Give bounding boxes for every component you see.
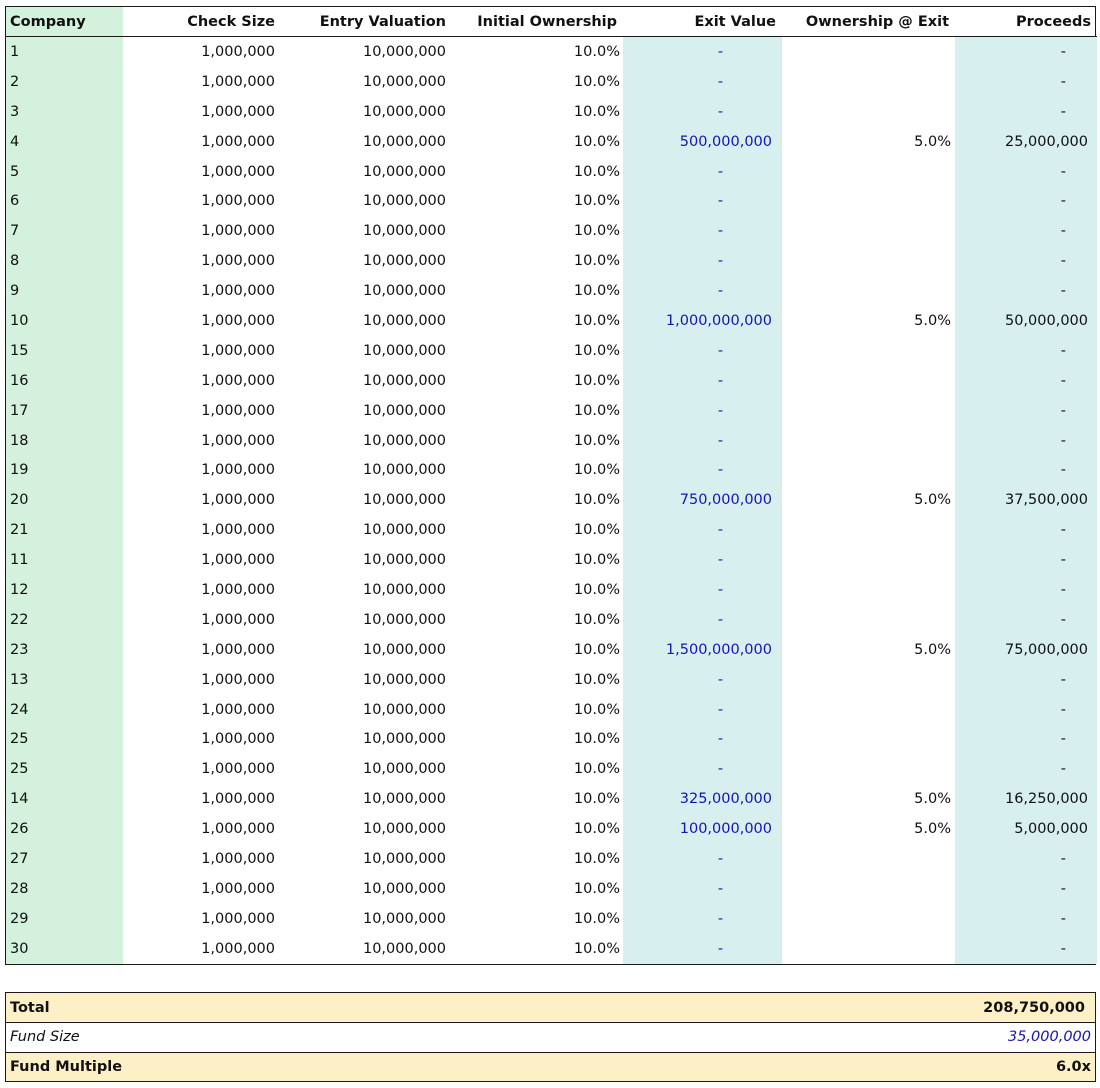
cell-ownership-at-exit[interactable] <box>782 934 955 964</box>
cell-company[interactable]: 26 <box>6 814 123 844</box>
header-exit-value[interactable]: Exit Value <box>623 7 782 37</box>
cell-company[interactable]: 30 <box>6 934 123 964</box>
cell-initial-ownership[interactable]: 10.0% <box>573 312 620 329</box>
table-row <box>6 754 1097 784</box>
cell-proceeds[interactable]: - <box>955 605 1097 635</box>
cell-initial-ownership[interactable]: 10.0% <box>573 611 620 628</box>
cell-initial-ownership[interactable]: 10.0% <box>573 193 620 210</box>
cell-company[interactable]: 7 <box>6 216 123 246</box>
cell-entry-valuation[interactable]: 10,000,000 <box>362 312 446 329</box>
cell-company[interactable]: 21 <box>6 515 123 545</box>
cell-check-size[interactable]: 1,000,000 <box>201 552 275 569</box>
cell-ownership-at-exit[interactable] <box>782 426 955 456</box>
cell-check-size[interactable]: 1,000,000 <box>201 283 275 300</box>
cell-check-size[interactable]: 1,000,000 <box>201 73 275 90</box>
fund-multiple-label[interactable]: Fund Multiple <box>10 1058 123 1075</box>
cell-check-size[interactable]: 1,000,000 <box>201 253 275 270</box>
cell-company[interactable]: 3 <box>6 97 123 127</box>
cell-exit-value[interactable]: 1,000,000,000 <box>623 306 782 336</box>
cell-ownership-at-exit[interactable]: 5.0% <box>914 791 951 808</box>
cell-exit-value[interactable]: - <box>623 37 782 67</box>
cell-ownership-at-exit[interactable] <box>782 366 955 396</box>
cell-proceeds[interactable]: - <box>955 904 1097 934</box>
cell-proceeds[interactable]: - <box>955 754 1097 784</box>
cell-company[interactable]: 6 <box>6 186 123 216</box>
fund-multiple-value[interactable]: 6.0x <box>1055 1058 1091 1075</box>
cell-company[interactable]: 5 <box>6 157 123 187</box>
cell-initial-ownership[interactable]: 10.0% <box>573 402 620 419</box>
cell-ownership-at-exit[interactable] <box>782 246 955 276</box>
cell-company[interactable]: 29 <box>6 904 123 934</box>
table-row <box>6 545 1097 575</box>
cell-exit-value[interactable]: - <box>623 904 782 934</box>
cell-proceeds[interactable]: - <box>955 575 1097 605</box>
table-row <box>6 336 1097 366</box>
cell-check-size[interactable]: 1,000,000 <box>201 910 275 927</box>
cell-entry-valuation[interactable]: 10,000,000 <box>362 133 446 150</box>
cell-check-size[interactable]: 1,000,000 <box>201 641 275 658</box>
cell-initial-ownership[interactable]: 10.0% <box>573 342 620 359</box>
cell-exit-value[interactable]: - <box>623 336 782 366</box>
cell-exit-value[interactable]: 1,500,000,000 <box>623 635 782 665</box>
cell-company[interactable]: 2 <box>6 67 123 97</box>
cell-exit-value[interactable]: - <box>623 665 782 695</box>
cell-proceeds[interactable]: - <box>955 455 1097 485</box>
cell-ownership-at-exit[interactable] <box>782 665 955 695</box>
total-label[interactable]: Total <box>10 999 50 1016</box>
cell-check-size[interactable]: 1,000,000 <box>201 312 275 329</box>
cell-ownership-at-exit[interactable] <box>782 97 955 127</box>
cell-check-size[interactable]: 1,000,000 <box>201 671 275 688</box>
header-check-size[interactable]: Check Size <box>123 7 281 37</box>
table-row <box>6 934 1097 964</box>
cell-exit-value[interactable]: - <box>623 515 782 545</box>
cell-ownership-at-exit[interactable] <box>782 186 955 216</box>
cell-entry-valuation[interactable]: 10,000,000 <box>362 73 446 90</box>
table-row <box>6 904 1097 934</box>
cell-ownership-at-exit[interactable] <box>782 455 955 485</box>
cell-entry-valuation[interactable]: 10,000,000 <box>362 103 446 120</box>
cell-proceeds[interactable]: - <box>955 545 1097 575</box>
cell-exit-value[interactable]: - <box>623 695 782 725</box>
summary-block <box>5 992 1096 1082</box>
cell-exit-value[interactable]: - <box>623 97 782 127</box>
cell-check-size[interactable]: 1,000,000 <box>201 163 275 180</box>
cell-exit-value[interactable]: - <box>623 754 782 784</box>
table-row <box>6 426 1097 456</box>
cell-entry-valuation[interactable]: 10,000,000 <box>362 342 446 359</box>
cell-proceeds[interactable]: - <box>955 396 1097 426</box>
header-ownership-at-exit[interactable]: Ownership @ Exit <box>782 7 955 37</box>
cell-company[interactable]: 27 <box>6 844 123 874</box>
cell-proceeds[interactable]: - <box>955 67 1097 97</box>
table-row <box>6 276 1097 306</box>
cell-entry-valuation[interactable]: 10,000,000 <box>362 761 446 778</box>
table-row <box>6 844 1097 874</box>
cell-ownership-at-exit[interactable] <box>782 695 955 725</box>
cell-company[interactable]: 14 <box>6 784 123 814</box>
cell-exit-value[interactable]: - <box>623 724 782 754</box>
cell-initial-ownership[interactable]: 10.0% <box>573 821 620 838</box>
cell-entry-valuation[interactable]: 10,000,000 <box>362 611 446 628</box>
table-row <box>6 97 1097 127</box>
cell-check-size[interactable]: 1,000,000 <box>201 581 275 598</box>
table-row <box>6 396 1097 426</box>
cell-ownership-at-exit[interactable] <box>782 874 955 904</box>
cell-company[interactable]: 20 <box>6 485 123 515</box>
cell-check-size[interactable]: 1,000,000 <box>201 43 275 60</box>
cell-proceeds[interactable]: - <box>955 186 1097 216</box>
cell-proceeds[interactable]: - <box>955 216 1097 246</box>
cell-initial-ownership[interactable]: 10.0% <box>573 791 620 808</box>
table-row <box>6 724 1097 754</box>
cell-proceeds[interactable]: - <box>955 515 1097 545</box>
cell-exit-value[interactable]: - <box>623 276 782 306</box>
cell-entry-valuation[interactable]: 10,000,000 <box>362 163 446 180</box>
total-row <box>6 993 1095 1022</box>
cell-ownership-at-exit[interactable] <box>782 754 955 784</box>
cell-company[interactable]: 12 <box>6 575 123 605</box>
table-row <box>6 784 1097 814</box>
cell-initial-ownership[interactable]: 10.0% <box>573 103 620 120</box>
cell-ownership-at-exit[interactable] <box>782 545 955 575</box>
cell-exit-value[interactable]: - <box>623 366 782 396</box>
header-initial-ownership[interactable]: Initial Ownership <box>452 7 623 37</box>
cell-proceeds[interactable]: - <box>955 97 1097 127</box>
cell-company[interactable]: 23 <box>6 635 123 665</box>
cell-initial-ownership[interactable]: 10.0% <box>573 43 620 60</box>
cell-exit-value[interactable]: - <box>623 545 782 575</box>
cell-initial-ownership[interactable]: 10.0% <box>573 133 620 150</box>
cell-ownership-at-exit[interactable]: 5.0% <box>914 821 951 838</box>
cell-check-size[interactable]: 1,000,000 <box>201 522 275 539</box>
cell-entry-valuation[interactable]: 10,000,000 <box>362 432 446 449</box>
cell-entry-valuation[interactable]: 10,000,000 <box>362 641 446 658</box>
cell-exit-value[interactable]: - <box>623 874 782 904</box>
table-row <box>6 814 1097 844</box>
cell-company[interactable]: 10 <box>6 306 123 336</box>
cell-ownership-at-exit[interactable] <box>782 216 955 246</box>
cell-entry-valuation[interactable]: 10,000,000 <box>362 581 446 598</box>
cell-company[interactable]: 18 <box>6 426 123 456</box>
cell-check-size[interactable]: 1,000,000 <box>201 940 275 957</box>
cell-check-size[interactable]: 1,000,000 <box>201 611 275 628</box>
cell-initial-ownership[interactable]: 10.0% <box>573 850 620 867</box>
cell-company[interactable]: 25 <box>6 724 123 754</box>
cell-ownership-at-exit[interactable] <box>782 276 955 306</box>
cell-check-size[interactable]: 1,000,000 <box>201 462 275 479</box>
cell-initial-ownership[interactable]: 10.0% <box>573 163 620 180</box>
cell-entry-valuation[interactable]: 10,000,000 <box>362 462 446 479</box>
cell-proceeds[interactable]: - <box>955 844 1097 874</box>
table-body <box>6 37 1097 964</box>
cell-company[interactable]: 13 <box>6 665 123 695</box>
cell-check-size[interactable]: 1,000,000 <box>201 731 275 748</box>
table-row <box>6 665 1097 695</box>
cell-exit-value[interactable]: - <box>623 844 782 874</box>
cell-check-size[interactable]: 1,000,000 <box>201 342 275 359</box>
cell-entry-valuation[interactable]: 10,000,000 <box>362 791 446 808</box>
cell-ownership-at-exit[interactable] <box>782 844 955 874</box>
cell-company[interactable]: 22 <box>6 605 123 635</box>
cell-initial-ownership[interactable]: 10.0% <box>573 701 620 718</box>
cell-exit-value[interactable]: - <box>623 605 782 635</box>
cell-company[interactable]: 28 <box>6 874 123 904</box>
table-row <box>6 67 1097 97</box>
header-company[interactable]: Company <box>6 7 123 37</box>
cell-initial-ownership[interactable]: 10.0% <box>573 731 620 748</box>
cell-ownership-at-exit[interactable] <box>782 724 955 754</box>
table-row <box>6 605 1097 635</box>
cell-proceeds[interactable]: 25,000,000 <box>955 127 1097 157</box>
cell-proceeds[interactable]: - <box>955 157 1097 187</box>
cell-initial-ownership[interactable]: 10.0% <box>573 372 620 389</box>
cell-exit-value[interactable]: 325,000,000 <box>623 784 782 814</box>
cell-check-size[interactable]: 1,000,000 <box>201 821 275 838</box>
table-row <box>6 366 1097 396</box>
cell-initial-ownership[interactable]: 10.0% <box>573 880 620 897</box>
table-row <box>6 874 1097 904</box>
cell-ownership-at-exit[interactable] <box>782 157 955 187</box>
cell-check-size[interactable]: 1,000,000 <box>201 432 275 449</box>
cell-check-size[interactable]: 1,000,000 <box>201 402 275 419</box>
cell-ownership-at-exit[interactable] <box>782 336 955 366</box>
cell-entry-valuation[interactable]: 10,000,000 <box>362 552 446 569</box>
table-row <box>6 306 1097 336</box>
table-row <box>6 37 1097 67</box>
cell-ownership-at-exit[interactable] <box>782 396 955 426</box>
cell-company[interactable]: 15 <box>6 336 123 366</box>
table-row <box>6 186 1097 216</box>
cell-company[interactable]: 4 <box>6 127 123 157</box>
fund-size-value[interactable]: 35,000,000 <box>1007 1029 1091 1046</box>
cell-exit-value[interactable]: - <box>623 67 782 97</box>
cell-proceeds[interactable]: - <box>955 336 1097 366</box>
fund-size-label[interactable]: Fund Size <box>10 1029 80 1046</box>
table-row <box>6 485 1097 515</box>
cell-check-size[interactable]: 1,000,000 <box>201 372 275 389</box>
cell-entry-valuation[interactable]: 10,000,000 <box>362 880 446 897</box>
cell-exit-value[interactable]: - <box>623 426 782 456</box>
cell-entry-valuation[interactable]: 10,000,000 <box>362 372 446 389</box>
table-row <box>6 635 1097 665</box>
cell-entry-valuation[interactable]: 10,000,000 <box>362 821 446 838</box>
cell-initial-ownership[interactable]: 10.0% <box>573 581 620 598</box>
cell-check-size[interactable]: 1,000,000 <box>201 223 275 240</box>
cell-company[interactable]: 1 <box>6 37 123 67</box>
table-row <box>6 455 1097 485</box>
cell-proceeds[interactable]: 5,000,000 <box>955 814 1097 844</box>
cell-exit-value[interactable]: - <box>623 575 782 605</box>
cell-ownership-at-exit[interactable] <box>782 515 955 545</box>
cell-ownership-at-exit[interactable] <box>782 575 955 605</box>
header-row <box>6 7 1097 37</box>
cell-entry-valuation[interactable]: 10,000,000 <box>362 701 446 718</box>
cell-entry-valuation[interactable]: 10,000,000 <box>362 940 446 957</box>
cell-check-size[interactable]: 1,000,000 <box>201 103 275 120</box>
cell-check-size[interactable]: 1,000,000 <box>201 492 275 509</box>
cell-ownership-at-exit[interactable] <box>782 67 955 97</box>
cell-proceeds[interactable]: 75,000,000 <box>955 635 1097 665</box>
cell-company[interactable]: 8 <box>6 246 123 276</box>
table-row <box>6 575 1097 605</box>
cell-proceeds[interactable]: - <box>955 695 1097 725</box>
cell-company[interactable]: 25 <box>6 754 123 784</box>
cell-exit-value[interactable]: - <box>623 186 782 216</box>
cell-ownership-at-exit[interactable] <box>782 904 955 934</box>
cell-check-size[interactable]: 1,000,000 <box>201 880 275 897</box>
cell-proceeds[interactable]: - <box>955 276 1097 306</box>
cell-proceeds[interactable]: - <box>955 934 1097 964</box>
cell-initial-ownership[interactable]: 10.0% <box>573 641 620 658</box>
cell-exit-value[interactable]: - <box>623 934 782 964</box>
cell-proceeds[interactable]: - <box>955 874 1097 904</box>
header-proceeds[interactable]: Proceeds <box>955 7 1097 37</box>
fund-size-row <box>6 1022 1095 1051</box>
cell-initial-ownership[interactable]: 10.0% <box>573 432 620 449</box>
cell-proceeds[interactable]: - <box>955 366 1097 396</box>
table-row <box>6 515 1097 545</box>
cell-initial-ownership[interactable]: 10.0% <box>573 522 620 539</box>
cell-proceeds[interactable]: 16,250,000 <box>955 784 1097 814</box>
cell-exit-value[interactable]: - <box>623 455 782 485</box>
cell-ownership-at-exit[interactable]: 5.0% <box>914 133 951 150</box>
cell-company[interactable]: 9 <box>6 276 123 306</box>
cell-entry-valuation[interactable]: 10,000,000 <box>362 253 446 270</box>
cell-initial-ownership[interactable]: 10.0% <box>573 671 620 688</box>
header-entry-valuation[interactable]: Entry Valuation <box>281 7 452 37</box>
cell-entry-valuation[interactable]: 10,000,000 <box>362 522 446 539</box>
cell-ownership-at-exit[interactable] <box>782 37 955 67</box>
cell-proceeds[interactable]: - <box>955 246 1097 276</box>
cell-ownership-at-exit[interactable] <box>782 605 955 635</box>
cell-proceeds[interactable]: 37,500,000 <box>955 485 1097 515</box>
cell-exit-value[interactable]: - <box>623 246 782 276</box>
cell-entry-valuation[interactable]: 10,000,000 <box>362 671 446 688</box>
cell-entry-valuation[interactable]: 10,000,000 <box>362 283 446 300</box>
cell-check-size[interactable]: 1,000,000 <box>201 791 275 808</box>
cell-check-size[interactable]: 1,000,000 <box>201 761 275 778</box>
cell-ownership-at-exit[interactable]: 5.0% <box>914 492 951 509</box>
cell-entry-valuation[interactable]: 10,000,000 <box>362 193 446 210</box>
cell-initial-ownership[interactable]: 10.0% <box>573 940 620 957</box>
cell-exit-value[interactable]: 100,000,000 <box>623 814 782 844</box>
cell-exit-value[interactable]: - <box>623 157 782 187</box>
cell-company[interactable]: 16 <box>6 366 123 396</box>
cell-entry-valuation[interactable]: 10,000,000 <box>362 223 446 240</box>
table-row <box>6 246 1097 276</box>
cell-company[interactable]: 17 <box>6 396 123 426</box>
cell-entry-valuation[interactable]: 10,000,000 <box>362 492 446 509</box>
cell-proceeds[interactable]: 50,000,000 <box>955 306 1097 336</box>
fund-multiple-row <box>6 1052 1095 1081</box>
cell-check-size[interactable]: 1,000,000 <box>201 850 275 867</box>
cell-entry-valuation[interactable]: 10,000,000 <box>362 402 446 419</box>
cell-entry-valuation[interactable]: 10,000,000 <box>362 731 446 748</box>
cell-entry-valuation[interactable]: 10,000,000 <box>362 910 446 927</box>
cell-initial-ownership[interactable]: 10.0% <box>573 761 620 778</box>
cell-proceeds[interactable]: - <box>955 37 1097 67</box>
cell-initial-ownership[interactable]: 10.0% <box>573 73 620 90</box>
cell-exit-value[interactable]: 750,000,000 <box>623 485 782 515</box>
cell-exit-value[interactable]: - <box>623 216 782 246</box>
cell-check-size[interactable]: 1,000,000 <box>201 133 275 150</box>
cell-company[interactable]: 19 <box>6 455 123 485</box>
table-row <box>6 695 1097 725</box>
cell-initial-ownership[interactable]: 10.0% <box>573 283 620 300</box>
cell-initial-ownership[interactable]: 10.0% <box>573 552 620 569</box>
cell-initial-ownership[interactable]: 10.0% <box>573 910 620 927</box>
cell-company[interactable]: 11 <box>6 545 123 575</box>
cell-initial-ownership[interactable]: 10.0% <box>573 492 620 509</box>
cell-ownership-at-exit[interactable]: 5.0% <box>914 312 951 329</box>
cell-proceeds[interactable]: - <box>955 426 1097 456</box>
cell-company[interactable]: 24 <box>6 695 123 725</box>
cell-check-size[interactable]: 1,000,000 <box>201 193 275 210</box>
cell-initial-ownership[interactable]: 10.0% <box>573 223 620 240</box>
table-row <box>6 127 1097 157</box>
table-row <box>6 216 1097 246</box>
cell-entry-valuation[interactable]: 10,000,000 <box>362 43 446 60</box>
total-value[interactable]: 208,750,000 <box>983 999 1085 1016</box>
cell-ownership-at-exit[interactable]: 5.0% <box>914 641 951 658</box>
cell-check-size[interactable]: 1,000,000 <box>201 701 275 718</box>
cell-initial-ownership[interactable]: 10.0% <box>573 253 620 270</box>
cell-proceeds[interactable]: - <box>955 665 1097 695</box>
table-row <box>6 157 1097 187</box>
cell-proceeds[interactable]: - <box>955 724 1097 754</box>
returns-table-frame <box>5 6 1096 965</box>
cell-initial-ownership[interactable]: 10.0% <box>573 462 620 479</box>
cell-entry-valuation[interactable]: 10,000,000 <box>362 850 446 867</box>
returns-table <box>6 7 1097 964</box>
cell-exit-value[interactable]: - <box>623 396 782 426</box>
cell-exit-value[interactable]: 500,000,000 <box>623 127 782 157</box>
